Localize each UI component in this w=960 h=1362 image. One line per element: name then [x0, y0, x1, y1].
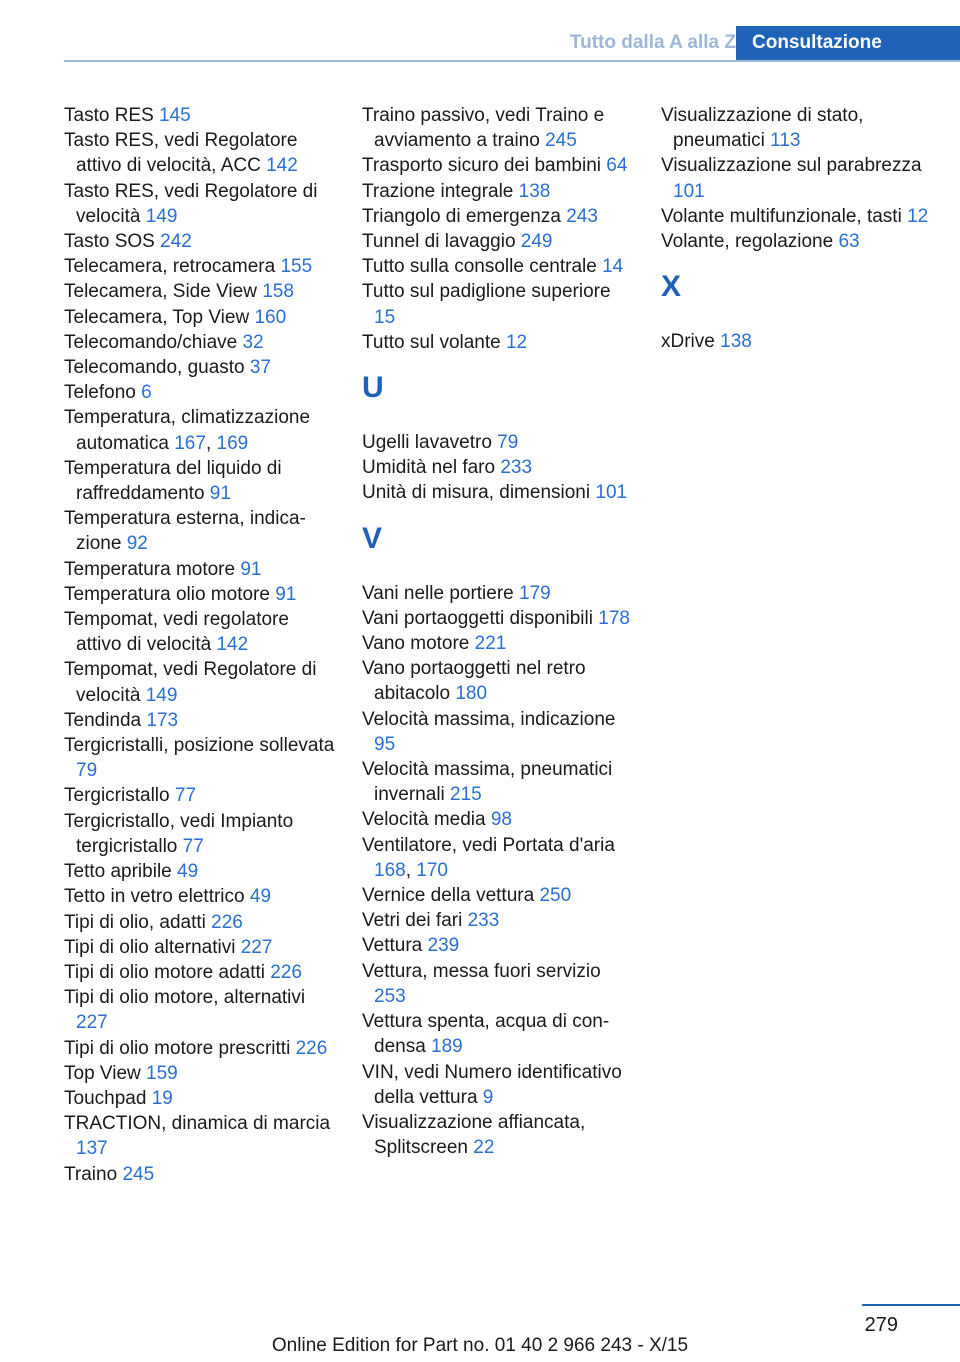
- page-reference-link[interactable]: 92: [126, 533, 148, 555]
- page-reference-link[interactable]: 142: [216, 634, 249, 656]
- index-entry: [64, 657, 336, 707]
- index-entry-term: Vettura: [362, 935, 428, 957]
- index-entry-term: TRACTION, dinamica di marcia: [64, 1113, 331, 1135]
- index-entry-term: Tasto RES, vedi Regolatore attivo di velocità, ACC: [64, 130, 298, 177]
- index-entry: [64, 128, 336, 178]
- index-entry: [64, 1111, 336, 1161]
- page-number: 279: [864, 1314, 898, 1336]
- index-entry-term: Vettura spenta, acqua di condensa: [362, 1011, 610, 1058]
- page-reference-link[interactable]: 14: [602, 256, 624, 278]
- index-entry: [64, 1086, 336, 1111]
- page-reference-link[interactable]: 98: [490, 809, 512, 831]
- edition-footer: Online Edition for Part no. 01 40 2 966 243 - X/15: [271, 1335, 689, 1356]
- index-entry: [64, 783, 336, 808]
- page-reference-link[interactable]: 15: [374, 306, 396, 328]
- index-entry: [64, 254, 336, 279]
- index-entry: [64, 733, 336, 783]
- index-entry-term: Top View: [64, 1062, 147, 1084]
- page-reference-link[interactable]: 168: [374, 859, 406, 881]
- index-entry-term: Traino passivo, vedi Traino e avviamento a traino: [362, 105, 605, 152]
- page-reference-link[interactable]: 145: [159, 105, 191, 126]
- page-reference-link[interactable]: 49: [249, 886, 272, 908]
- index-entry-term: Vani portaoggetti disponibili: [362, 607, 599, 629]
- index-entry-term: Touchpad: [64, 1087, 152, 1109]
- index-entry: [64, 884, 336, 909]
- index-entry: [64, 582, 336, 607]
- index-entry-term: Tutto sul padiglione superiore: [362, 281, 611, 303]
- page-reference-link[interactable]: 189: [431, 1036, 463, 1058]
- footer-divider: [862, 1304, 960, 1306]
- page-reference-link[interactable]: 250: [539, 885, 572, 907]
- page-reference-link[interactable]: 158: [262, 281, 294, 303]
- page-reference-link[interactable]: 137: [76, 1138, 108, 1160]
- index-entry-term: Temperatura olio motore: [64, 583, 276, 605]
- page-reference-link[interactable]: 91: [240, 558, 262, 580]
- page-reference-link[interactable]: 169: [216, 432, 249, 454]
- index-entry: [362, 656, 634, 706]
- index-entry: [64, 506, 336, 556]
- index-entry: [362, 455, 634, 480]
- index-entry: [362, 153, 634, 178]
- index-entry-term: Velocità media: [362, 809, 491, 831]
- page-reference-link[interactable]: 49: [177, 861, 199, 883]
- index-entry: [64, 1061, 336, 1086]
- index-entry-term: Temperatura, climatizzazione automatica: [64, 407, 311, 454]
- page-reference-link[interactable]: 77: [182, 835, 204, 857]
- index-letter-heading: U: [362, 371, 384, 405]
- index-entry-term: Visualizzazione affiancata, Splitscreen: [362, 1111, 586, 1159]
- page-reference-link[interactable]: 22: [473, 1137, 495, 1159]
- index-entry-term: Tipi di olio, adatti: [64, 911, 212, 933]
- index-entry-term: Tendinda: [64, 709, 147, 731]
- index-entry-term: Visualizzazione di stato, pneumatici: [661, 105, 864, 152]
- index-entry-term: Telecamera, retrocamera: [64, 256, 281, 278]
- index-entry: [661, 153, 933, 203]
- index-entry-term: Tipi di olio motore, alternativi: [64, 987, 306, 1009]
- index-entry-term: Unità di misura, dimensioni: [362, 482, 596, 504]
- index-entry-term: Tempomat, vedi regolatore attivo di velocità: [64, 609, 289, 656]
- index-entry: [64, 103, 336, 128]
- page-reference-link[interactable]: 226: [211, 911, 243, 933]
- index-entry-term: Temperatura esterna, indicazione: [64, 508, 306, 555]
- page-reference-link[interactable]: 173: [146, 709, 179, 731]
- index-entry-term: Tergicristalli, posizione sollevata: [64, 735, 335, 757]
- index-entry: [661, 229, 933, 254]
- index-entry-term: VIN, vedi Numero identificativo della vettura: [362, 1061, 622, 1108]
- index-entry: [362, 229, 634, 254]
- page-reference-link[interactable]: 37: [249, 357, 272, 379]
- index-entry: [362, 606, 634, 631]
- index-entry-term: Temperatura motore: [64, 558, 241, 580]
- index-entry: [362, 707, 634, 757]
- page-reference-link[interactable]: 180: [455, 683, 488, 705]
- index-entry-term: Telefono: [64, 382, 142, 404]
- page-reference-link[interactable]: 91: [275, 583, 297, 605]
- page-reference-link[interactable]: 159: [146, 1062, 178, 1084]
- index-entry: [64, 330, 336, 355]
- index-entry: [362, 959, 634, 1009]
- page-reference-link[interactable]: 226: [270, 961, 302, 983]
- index-entry-term: Trazione integrale: [362, 180, 519, 202]
- page-reference-link[interactable]: 221: [474, 633, 507, 655]
- index-entry: [64, 1036, 336, 1061]
- index-entry-term: Telecamera, Side View: [64, 281, 263, 303]
- index-entry-term: Umidità nel faro: [362, 457, 501, 479]
- page-reference-link[interactable]: 142: [266, 155, 298, 177]
- page-reference-link[interactable]: 226: [295, 1037, 328, 1059]
- index-entry-term: Tetto in vetro elettrico: [64, 886, 250, 908]
- index-entry-term: Tetto apribile: [64, 861, 178, 883]
- index-entry: [362, 254, 634, 279]
- page-reference-link[interactable]: 178: [598, 607, 630, 629]
- index-entry-term: Ugelli lavavetro: [362, 432, 498, 454]
- page-reference-link[interactable]: 138: [518, 180, 551, 202]
- index-entry-term: Vano motore: [362, 633, 475, 655]
- index-entry: [362, 908, 634, 933]
- index-entry: [362, 581, 634, 606]
- index-entry: [362, 807, 634, 832]
- page-reference-link[interactable]: 101: [673, 180, 705, 202]
- page-reference-link[interactable]: 245: [122, 1163, 155, 1185]
- index-entry: [362, 1110, 634, 1160]
- index-entry: [362, 279, 634, 329]
- index-entry: [362, 330, 634, 355]
- page-reference-link[interactable]: 215: [450, 784, 482, 806]
- index-entry-term: Tasto RES: [64, 105, 160, 126]
- page-reference-link[interactable]: 12: [907, 205, 929, 227]
- index-entry-term: Vani nelle portiere: [362, 582, 520, 604]
- index-entry-term: Vettura, messa fuori servizio: [362, 960, 601, 982]
- index-entry-term: Tipi di olio motore prescritti: [64, 1037, 296, 1059]
- index-entry-term: Tergicristallo: [64, 785, 175, 807]
- index-entry: [661, 204, 933, 229]
- page-reference-link[interactable]: 12: [505, 331, 528, 353]
- index-entry: [64, 985, 336, 1035]
- index-entry: [661, 329, 933, 354]
- index-entry: [64, 960, 336, 985]
- page-reference-link[interactable]: 170: [416, 859, 448, 881]
- index-letter-heading: V: [362, 521, 383, 555]
- index-entry-term: Telecomando, guasto: [64, 357, 250, 379]
- index-entry-term: Visualizzazione sul parabrezza: [661, 155, 922, 177]
- index-entry: [362, 631, 634, 656]
- index-entry-term: Triangolo di emergenza: [362, 205, 567, 227]
- page-reference-link[interactable]: 95: [374, 733, 396, 755]
- page-reference-link[interactable]: 253: [374, 985, 406, 1007]
- index-entry: [64, 380, 336, 405]
- index-entry-term: Traino: [64, 1163, 123, 1185]
- index-entry: [64, 607, 336, 657]
- index-entry-term: Temperatura del liquido di raffreddamento: [64, 457, 282, 505]
- running-header-tab: Consultazione: [736, 26, 960, 62]
- index-entry-term: Tutto sulla consolle centrale: [362, 256, 603, 278]
- index-entry: [362, 933, 634, 958]
- page-reference-link[interactable]: 91: [209, 483, 231, 505]
- index-column-3: [661, 103, 933, 354]
- page-reference-link[interactable]: 179: [519, 582, 551, 604]
- page-reference-link[interactable]: 242: [160, 231, 192, 253]
- page-reference-link[interactable]: 79: [76, 760, 98, 782]
- page-reference-link[interactable]: 245: [545, 130, 577, 152]
- index-entry-term: Tempomat, vedi Regolatore di velocità: [64, 659, 317, 706]
- index-entry: [64, 1162, 336, 1187]
- page-reference-link[interactable]: 233: [467, 910, 500, 932]
- index-entry: [64, 279, 336, 304]
- page-reference-link[interactable]: 167: [174, 432, 206, 454]
- page-reference-link[interactable]: 227: [240, 936, 273, 958]
- page-reference-link[interactable]: 149: [145, 684, 178, 706]
- index-entry: [64, 355, 336, 380]
- page-reference-link[interactable]: 149: [145, 205, 178, 227]
- index-letter-heading: X: [661, 270, 682, 304]
- index-entry: [362, 430, 634, 455]
- index-entry-term: Velocità massima, indicazione: [362, 708, 616, 730]
- index-entry-term: Tasto RES, vedi Regolatore di velocità: [64, 180, 318, 227]
- index-entry-term: Tipi di olio motore adatti: [64, 961, 271, 983]
- index-column-1: [64, 103, 336, 1187]
- index-entry-term: Ventilatore, vedi Portata d'aria: [362, 834, 615, 856]
- index-entry: [362, 883, 634, 908]
- page-reference-link[interactable]: 19: [151, 1087, 173, 1109]
- index-entry-term: Vernice della vettura: [362, 885, 540, 907]
- page-reference-link[interactable]: 6: [141, 382, 152, 404]
- page-reference-link[interactable]: 9: [482, 1086, 494, 1108]
- index-column-2: [362, 103, 634, 1160]
- index-entry: [362, 480, 634, 505]
- page-reference-link[interactable]: 249: [520, 231, 553, 253]
- index-entry: [64, 910, 336, 935]
- index-entry-term: Vano portaoggetti nel retro abitacolo: [362, 658, 586, 705]
- index-entry: [64, 809, 336, 859]
- index-entry: [362, 204, 634, 229]
- page-reference-link[interactable]: 233: [500, 457, 533, 479]
- index-entry-term: Tergicristallo, vedi Impianto tergicristallo: [64, 810, 294, 857]
- index-entry: [362, 1009, 634, 1059]
- index-entry-term: Volante, regolazione: [661, 231, 839, 253]
- page-reference-link[interactable]: 227: [76, 1012, 108, 1034]
- page-reference-link[interactable]: 63: [838, 231, 860, 253]
- index-entry: [362, 179, 634, 204]
- index-entry-term: Volante multifunzionale, tasti: [661, 205, 908, 227]
- running-header-section-title: Tutto dalla A alla Z: [569, 32, 736, 53]
- index-entry-term: Tasto SOS: [64, 231, 161, 253]
- index-entry: [64, 557, 336, 582]
- index-entry: [362, 757, 634, 807]
- page-reference-link[interactable]: 79: [497, 432, 519, 454]
- index-entry: Ventilatore, vedi Portata d'aria 168, 170: [362, 834, 615, 881]
- index-entry-term: Vetri dei fari: [362, 910, 468, 932]
- index-entry-term: Trasporto sicuro dei bambini: [362, 155, 607, 177]
- index-entry: [362, 1060, 634, 1110]
- index-entry-term: Tunnel di lavaggio: [362, 231, 521, 253]
- page-reference-link[interactable]: 101: [595, 482, 628, 504]
- index-entry: [64, 179, 336, 229]
- index-entry-term: Tutto sul volante: [362, 331, 506, 353]
- page-reference-link[interactable]: 77: [174, 785, 197, 807]
- index-entry: [64, 456, 336, 506]
- index-entry: [64, 305, 336, 330]
- index-entry-term: Tipi di olio alternativi: [64, 936, 241, 958]
- index-entry: [64, 859, 336, 884]
- index-entry-term: Telecamera, Top View: [64, 306, 255, 328]
- page-reference-link[interactable]: 160: [254, 306, 287, 328]
- index-entry-term: xDrive: [661, 331, 721, 353]
- index-entry-term: Telecomando/chiave: [64, 331, 243, 353]
- header-divider: [64, 60, 960, 62]
- index-entry: [64, 229, 336, 254]
- index-entry: [64, 708, 336, 733]
- page-reference-link[interactable]: 113: [770, 130, 801, 152]
- index-entry: [661, 103, 933, 153]
- index-entry: [362, 103, 634, 153]
- page-reference-link[interactable]: 32: [242, 331, 264, 353]
- page-reference-link[interactable]: 138: [720, 331, 752, 353]
- page-reference-link[interactable]: 64: [606, 155, 628, 177]
- index-entry: [64, 935, 336, 960]
- index-entry-term: Velocità massima, pneumatici invernali: [362, 759, 613, 806]
- index-entry: Temperatura, climatizzazione automatica 167, 169: [64, 407, 311, 454]
- page-reference-link[interactable]: 239: [427, 935, 460, 957]
- page-reference-link[interactable]: 243: [566, 205, 598, 227]
- page-reference-link[interactable]: 155: [280, 256, 313, 278]
